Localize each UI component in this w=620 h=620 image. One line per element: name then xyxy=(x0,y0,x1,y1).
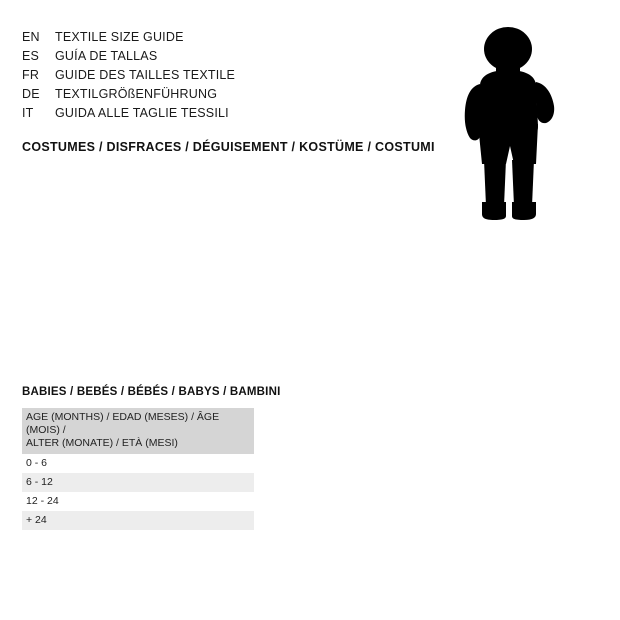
size-table xyxy=(22,408,254,530)
table-header-line1: AGE (MONTHS) / EDAD (MESES) / ÂGE (MOIS) / xyxy=(26,411,220,436)
table-cell-age: 12 - 24 xyxy=(22,492,254,511)
table-cell-age: 6 - 12 xyxy=(22,473,254,492)
language-row-it xyxy=(22,106,442,125)
table-header-row xyxy=(22,408,254,454)
table-cell-age: + 24 xyxy=(22,511,254,530)
table-row xyxy=(22,492,254,511)
table-header-cell xyxy=(22,408,254,454)
language-code-fr: FR xyxy=(22,68,40,82)
toddler-silhouette-icon xyxy=(440,20,600,240)
language-text-fr: GUIDE DES TAILLES TEXTILE xyxy=(55,68,236,82)
table-cell-age: 0 - 6 xyxy=(22,454,254,473)
language-row-de xyxy=(22,87,442,106)
language-code-en: EN xyxy=(22,30,40,44)
language-list xyxy=(22,30,442,125)
table-header-line2: ALTER (MONATE) / ETÀ (MESI) xyxy=(26,437,178,449)
language-row-es xyxy=(22,49,442,68)
language-text-en: TEXTILE SIZE GUIDE xyxy=(55,30,184,44)
language-text-es: GUÍA DE TALLAS xyxy=(55,49,158,63)
language-code-es: ES xyxy=(22,49,40,63)
language-code-it: IT xyxy=(22,106,34,120)
category-heading: COSTUMES / DISFRACES / DÉGUISEMENT / KOSTÜME / COSTUMI xyxy=(22,140,435,154)
language-row-fr xyxy=(22,68,442,87)
language-text-it: GUIDA ALLE TAGLIE TESSILI xyxy=(55,106,229,120)
table-row xyxy=(22,511,254,530)
table-title: BABIES / BEBÉS / BÉBÉS / BABYS / BAMBINI xyxy=(22,386,281,398)
table-row xyxy=(22,454,254,473)
language-text-de: TEXTILGRÖßENFÜHRUNG xyxy=(55,87,218,101)
table-row xyxy=(22,473,254,492)
language-code-de: DE xyxy=(22,87,40,101)
language-row-en xyxy=(22,30,442,49)
